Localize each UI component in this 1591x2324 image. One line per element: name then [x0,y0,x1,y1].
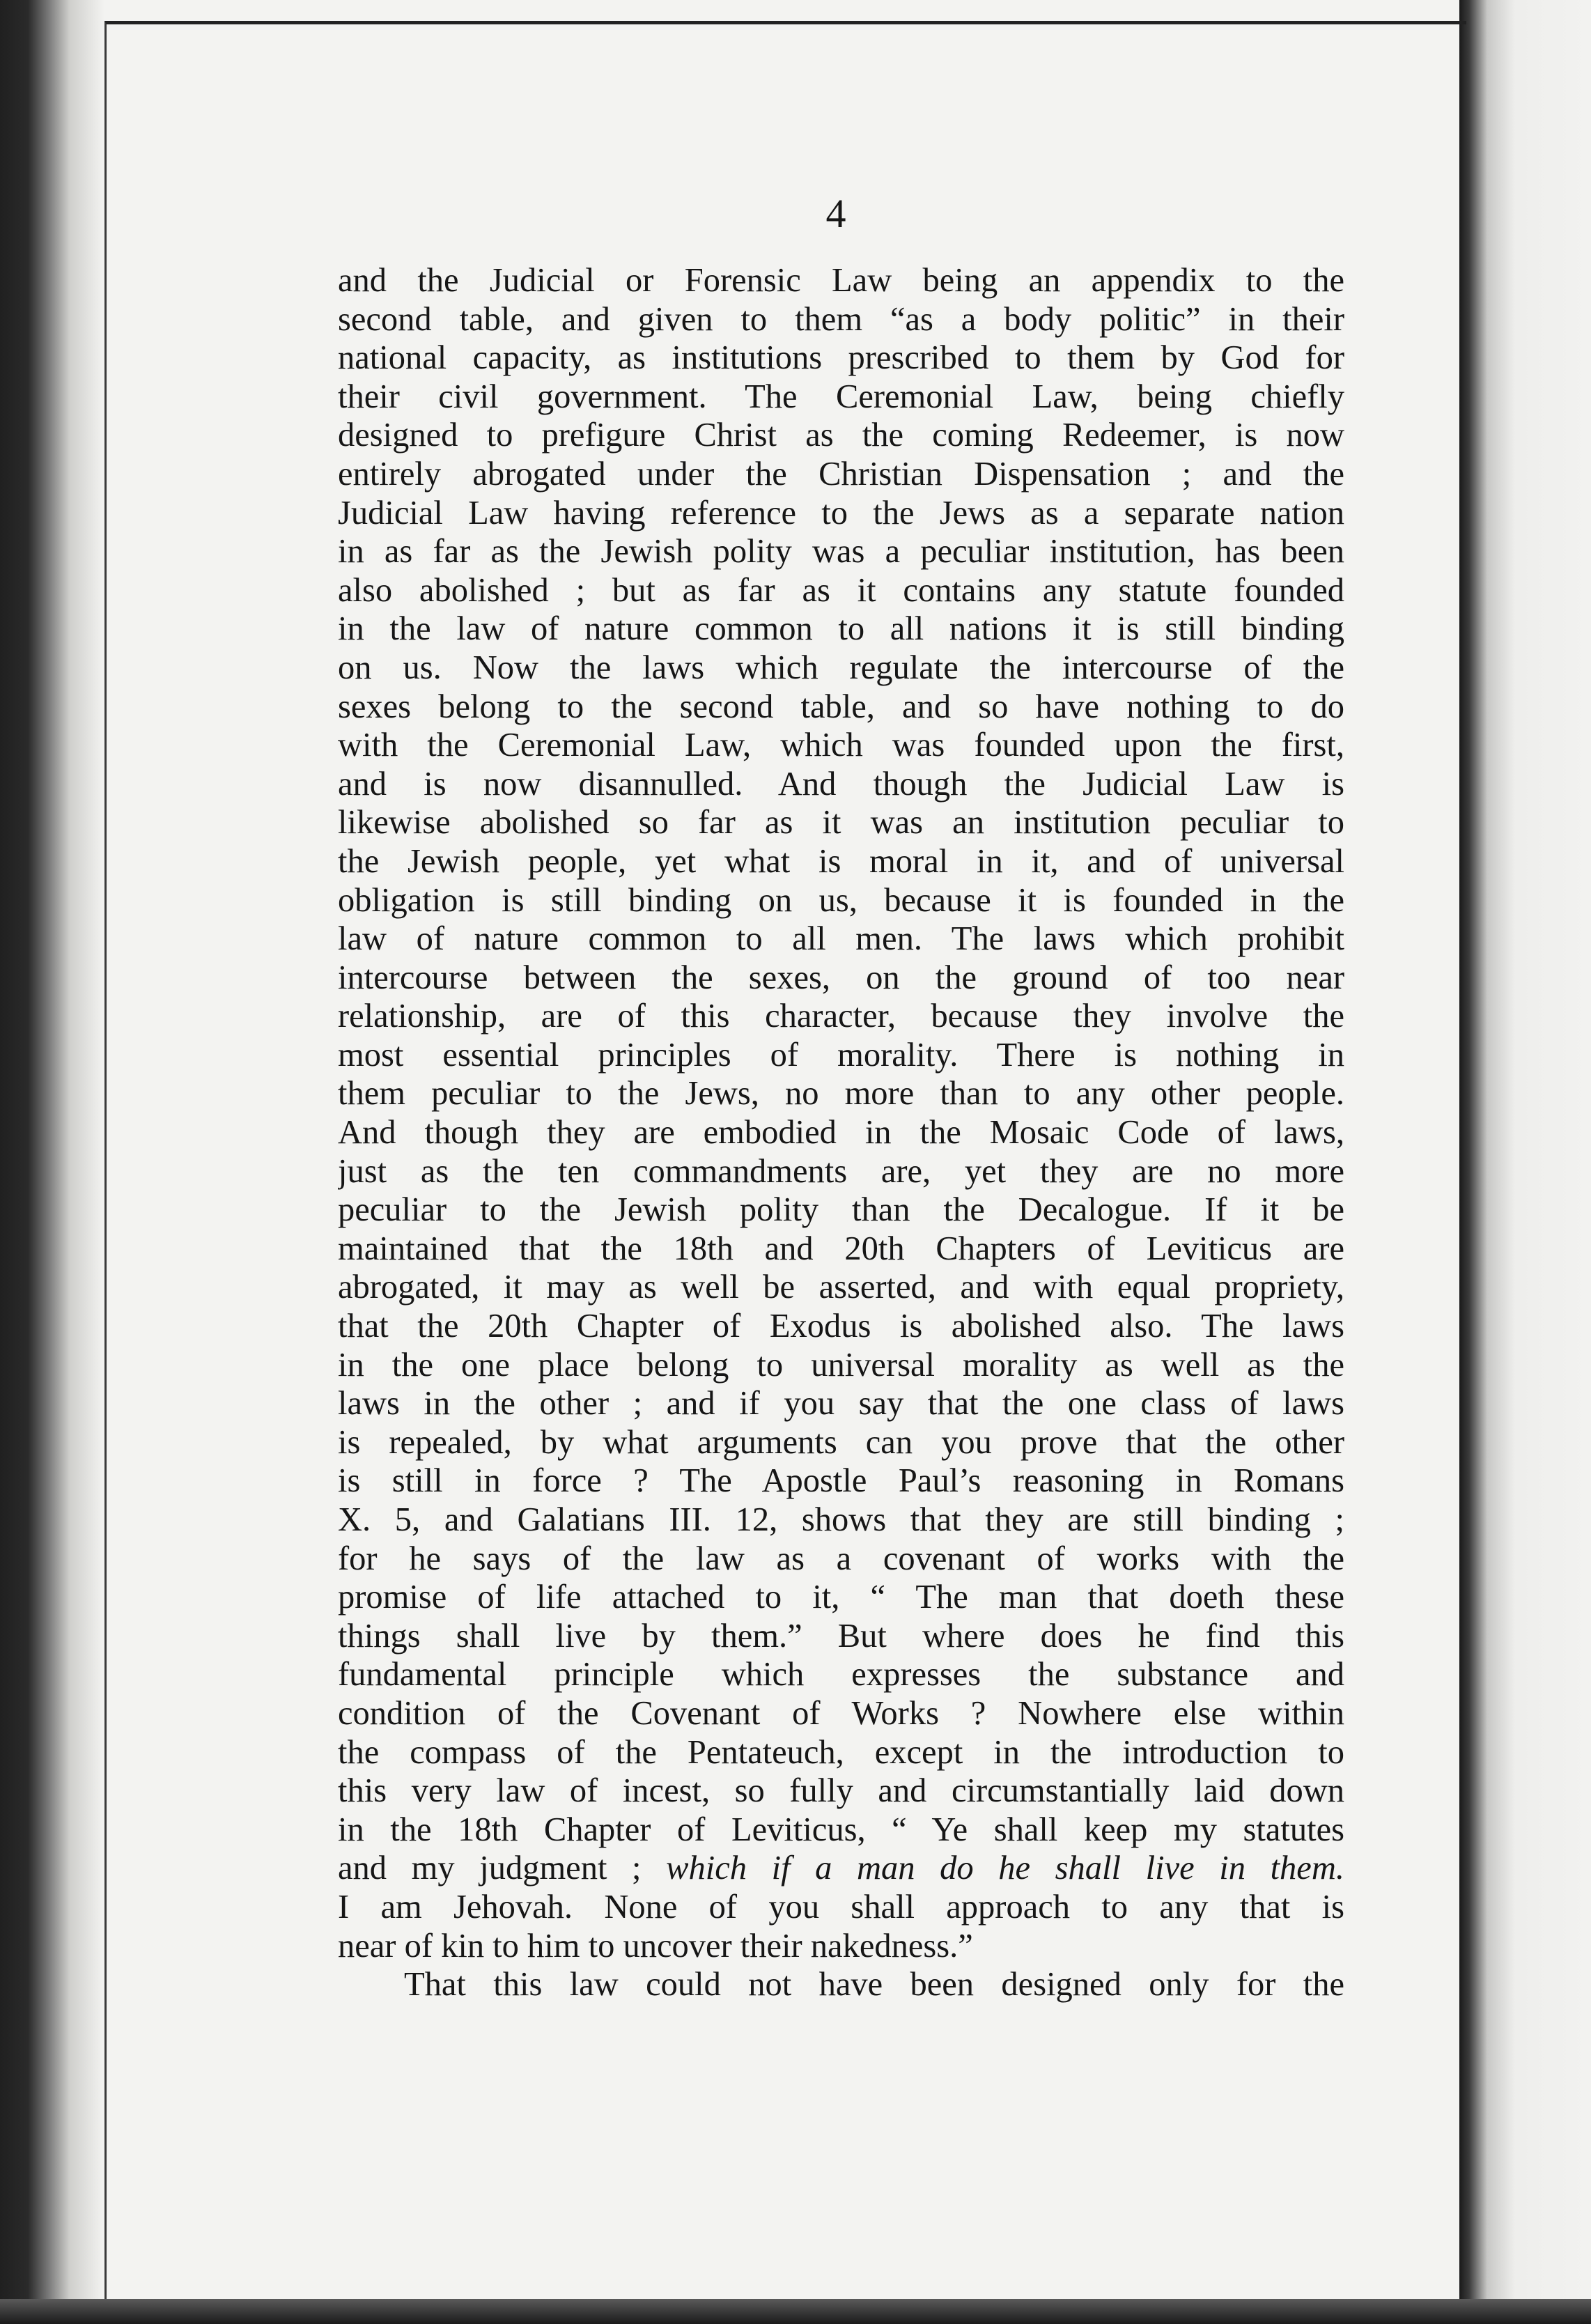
text-line: on us. Now the laws which regulate the intercourse of the [338,649,1344,686]
text-line: the compass of the Pentateuch, except in the introduction to [338,1733,1344,1771]
italic-quotation: which if a man do he shall live in them. [666,1850,1344,1887]
text-line: with the Ceremonial Law, which was founded upon the first, [338,727,1344,764]
text-line: them peculiar to the Jews, no more than to any other people. [338,1075,1344,1113]
text-line: Judicial Law having reference to the Jews as a separate nation [338,494,1344,532]
text-line: law of nature common to all men. The laws which prohibit [338,920,1344,958]
text-line: promise of life attached to it, “ The man that doeth these [338,1579,1344,1616]
page-right-edge [1459,0,1591,2324]
text-line: for he says of the law as a covenant of works with the [338,1540,1344,1577]
text-line: their civil government. The Ceremonial Law, being chiefly [338,378,1344,415]
text-line: in as far as the Jewish polity was a peculiar institution, has been [338,533,1344,571]
text-line: relationship, are of this character, because they involve the [338,998,1344,1035]
text-line: national capacity, as institutions prescribed to them by God for [338,339,1344,377]
text-line: that the 20th Chapter of Exodus is abolished also. The laws [338,1308,1344,1345]
text-line: maintained that the 18th and 20th Chapters of Leviticus are [338,1230,1344,1267]
text-line: peculiar to the Jewish polity than the Decalogue. If it be [338,1191,1344,1229]
text-line: is repealed, by what arguments can you prove that the other [338,1423,1344,1461]
text-line: is still in force ? The Apostle Paul’s reasoning in Romans [338,1462,1344,1500]
text-line: And though they are embodied in the Mosaic Code of laws, [338,1114,1344,1152]
text-line: obligation is still binding on us, because it is founded in the [338,881,1344,919]
text-line: in the one place belong to universal morality as well as the [338,1346,1344,1384]
text-line: X. 5, and Galatians III. 12, shows that they are still binding ; [338,1501,1344,1538]
paragraph-last-line: near of kin to him to uncover their nakedness.” [338,1927,973,1965]
text-line-with-italic [338,1849,1344,1888]
page-bottom-edge [0,2299,1591,2324]
text-line: things shall live by them.” But where does he find this [338,1617,1344,1655]
text-line: condition of the Covenant of Works ? Nowhere else within [338,1694,1344,1732]
text-line: I am Jehovah. None of you shall approach to any that is [338,1888,1344,1926]
text-line: laws in the other ; and if you say that the one class of laws [338,1385,1344,1423]
text-line: entirely abrogated under the Christian Dispensation ; and the [338,455,1344,493]
text-line: likewise abolished so far as it was an institution peculiar to [338,804,1344,842]
text-line: sexes belong to the second table, and so have nothing to do [338,688,1344,725]
paragraph-first-line: That this law could not have been designed only for the [404,1966,1344,2004]
text-line: this very law of incest, so fully and circumstantially laid down [338,1772,1344,1810]
text-line: and is now disannulled. And though the Judicial Law is [338,765,1344,803]
page-number: 4 [825,191,846,236]
text-line: in the 18th Chapter of Leviticus, “ Ye shall keep my statutes [338,1811,1344,1848]
body-text [338,261,1344,2004]
book-spine-shadow [0,0,104,2324]
text-line: most essential principles of morality. There is nothing in [338,1036,1344,1074]
text-line: and the Judicial or Forensic Law being an appendix to the [338,262,1344,299]
text-segment: and my judgment ; [338,1850,667,1887]
text-line: the Jewish people, yet what is moral in it, and of universal [338,842,1344,880]
text-line: just as the ten commandments are, yet they are no more [338,1152,1344,1190]
text-line: intercourse between the sexes, on the ground of too near [338,959,1344,996]
text-line: also abolished ; but as far as it contains any statute founded [338,571,1344,609]
text-line: in the law of nature common to all nations it is still binding [338,610,1344,648]
text-line: second table, and given to them “as a body politic” in their [338,300,1344,338]
text-line: designed to prefigure Christ as the coming Redeemer, is now [338,417,1344,454]
text-line: abrogated, it may as well be asserted, and with equal propriety, [338,1269,1344,1306]
text-line: fundamental principle which expresses the substance and [338,1656,1344,1694]
